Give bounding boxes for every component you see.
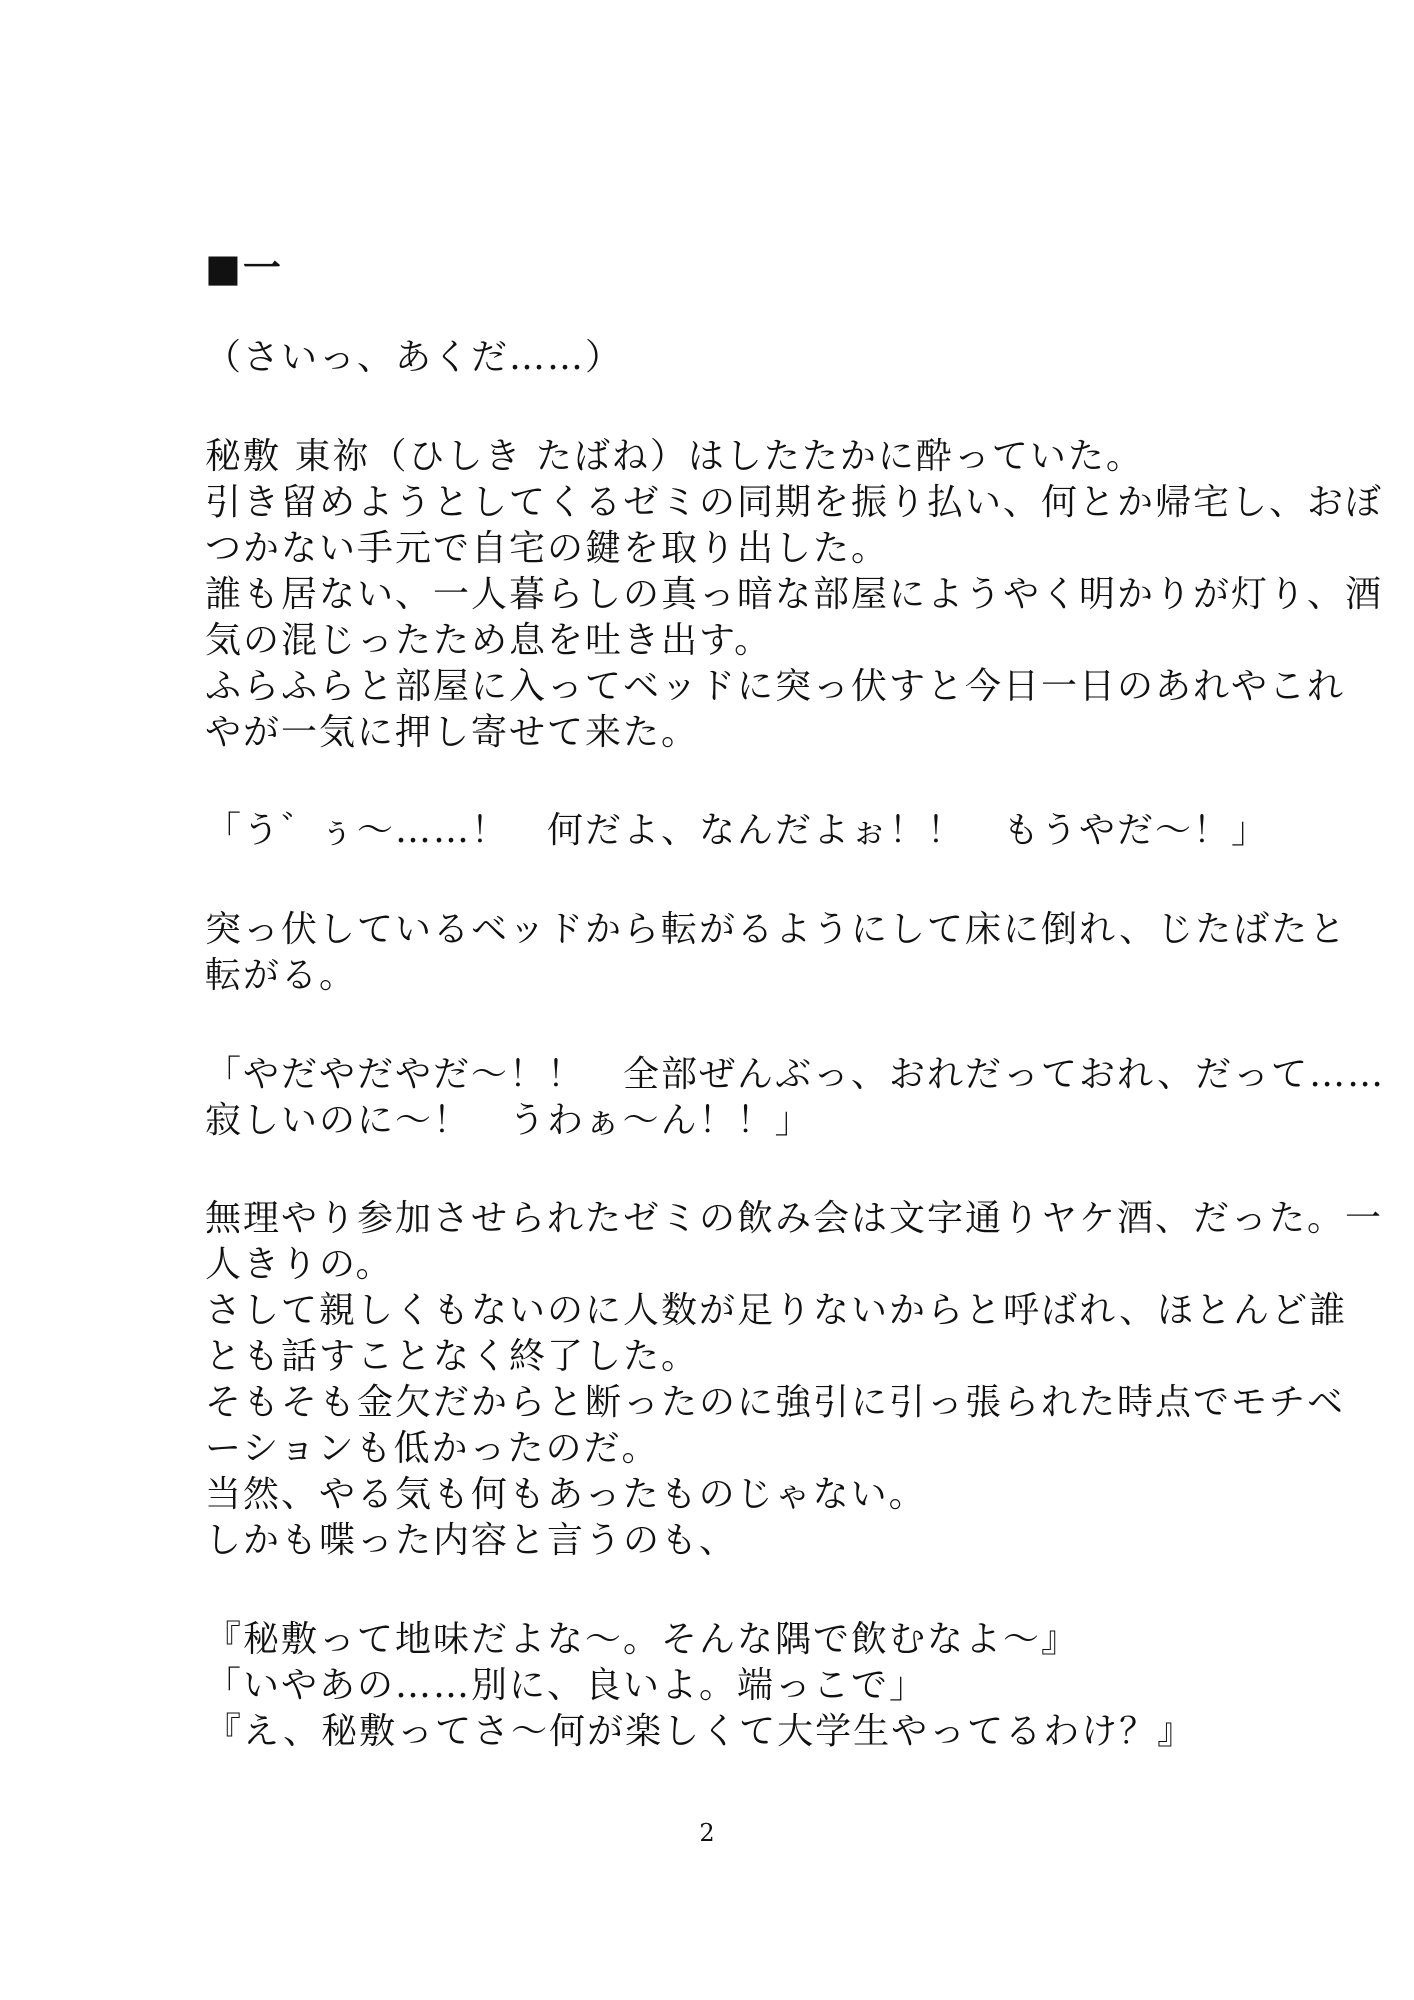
text-line: しかも喋った内容と言うのも、 bbox=[205, 1520, 738, 1561]
text-line: 無理やり参加させられたゼミの飲み会は文字通りヤケ酒、だった。一 bbox=[205, 1198, 1384, 1239]
text-line: 当然、やる気も何もあったものじゃない。 bbox=[205, 1474, 927, 1515]
text-line: さして親しくもないのに人数が足りないからと呼ばれ、ほとんど誰 bbox=[205, 1290, 1348, 1331]
text-line: とも話すことなく終了した。 bbox=[205, 1336, 700, 1377]
dialogue-line: 「う゛ぅ～……！ 何だよ、なんだよぉ！！ もうやだ～！」 bbox=[205, 810, 1270, 851]
dialogue-line: 「いやあの……別に、良いよ。端っこで」 bbox=[205, 1665, 928, 1706]
text-line: 引き留めようとしてくるゼミの同期を振り払い、何とか帰宅し、おぼ bbox=[205, 482, 1384, 523]
dialogue-line: 『え、秘敷ってさ～何が楽しくて大学生やってるわけ？』 bbox=[205, 1711, 1196, 1752]
dialogue-line: 『秘敷って地味だよな～。そんな隅で飲むなよ～』 bbox=[205, 1619, 1080, 1660]
text-line: ーションも低かったのだ。 bbox=[205, 1428, 660, 1469]
text-line: つかない手元で自宅の鍵を取り出した。 bbox=[205, 528, 890, 569]
section-heading: ■一 bbox=[205, 245, 283, 290]
text-line: ふらふらと部屋に入ってベッドに突っ伏すと今日一日のあれやこれ bbox=[205, 666, 1346, 707]
text-line: 誰も居ない、一人暮らしの真っ暗な部屋にようやく明かりが灯り、酒 bbox=[205, 574, 1384, 615]
text-line: 転がる。 bbox=[205, 955, 358, 996]
text-line: 突っ伏しているベッドから転がるようにして床に倒れ、じたばたと bbox=[205, 909, 1348, 950]
dialogue-line: 寂しいのに～！ うわぁ～ん！！」 bbox=[205, 1100, 813, 1141]
text-line: 人きりの。 bbox=[205, 1244, 394, 1285]
page-number: 2 bbox=[699, 1819, 715, 1847]
text-line: （さいっ、あくだ……） bbox=[205, 337, 624, 378]
text-line: やが一気に押し寄せて来た。 bbox=[205, 712, 700, 753]
dialogue-line: 「やだやだやだ～！！ 全部ぜんぶっ、おれだっておれ、だって…… bbox=[205, 1054, 1386, 1095]
text-line: 秘敷 東祢（ひしき たばね）はしたたかに酔っていた。 bbox=[205, 436, 1144, 477]
text-line: そもそも金欠だからと断ったのに強引に引っ張られた時点でモチベ bbox=[205, 1382, 1346, 1423]
text-line: 気の混じったため息を吐き出す。 bbox=[205, 620, 773, 661]
